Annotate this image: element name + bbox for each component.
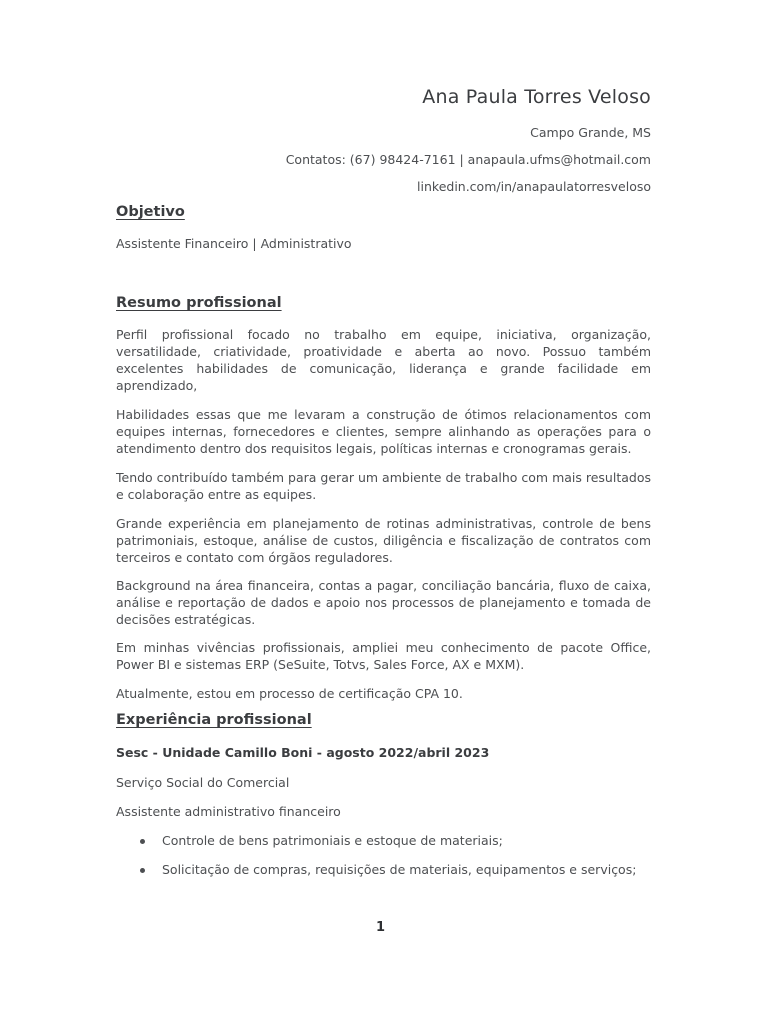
organization: Serviço Social do Comercial xyxy=(116,775,290,790)
role: Assistente administrativo financeiro xyxy=(116,804,341,819)
list-item xyxy=(116,861,651,878)
summary-paragraph: Grande experiência em planejamento de rotinas administrativas, controle de bens patrimoniais, estoque, análise de custos, diligência e fiscalização de contratos com terceiros e contato com órgãos reguladores. xyxy=(116,516,651,565)
summary-paragraph: Tendo contribuído também para gerar um ambiente de trabalho com mais resultados e colaboração entre as equipes. xyxy=(116,470,651,502)
summary-paragraph: Habilidades essas que me levaram a construção de ótimos relacionamentos com equipes internas, fornecedores e clientes, sempre alinhando as operações para o atendimento dentro dos requisitos legais, políticas internas e cronogramas gerais. xyxy=(116,407,651,456)
bullet-icon xyxy=(140,868,145,873)
contacts: Contatos: (67) 98424-7161 | anapaula.ufms@hotmail.com xyxy=(285,152,651,167)
objective-text: Assistente Financeiro | Administrativo xyxy=(116,236,352,251)
list-item-text: Controle de bens patrimoniais e estoque de materiais; xyxy=(162,833,503,848)
linkedin: linkedin.com/in/anapaulatorresveloso xyxy=(417,179,651,194)
page-number: 1 xyxy=(376,920,386,935)
list-item xyxy=(116,832,651,849)
summary-heading: Resumo profissional xyxy=(116,295,282,311)
summary-paragraph: Atualmente, estou em processo de certificação CPA 10. xyxy=(116,686,463,701)
location: Campo Grande, MS xyxy=(530,125,651,140)
resume-page xyxy=(116,0,651,1024)
job-title: Sesc - Unidade Camillo Boni - agosto 2022/abril 2023 xyxy=(116,745,490,760)
bullet-icon xyxy=(140,839,145,844)
summary-paragraph: Perfil profissional focado no trabalho em equipe, iniciativa, organização, versatilidade, criatividade, proatividade e aberta ao novo. Possuo também excelentes habilidades de comunicação, liderança e grande facilidade em aprendizado, xyxy=(116,327,651,393)
experience-heading: Experiência profissional xyxy=(116,712,312,728)
responsibilities-list xyxy=(116,832,651,888)
list-item-text: Solicitação de compras, requisições de materiais, equipamentos e serviços; xyxy=(162,862,637,877)
candidate-name: Ana Paula Torres Veloso xyxy=(422,86,651,108)
summary-paragraph: Background na área financeira, contas a pagar, conciliação bancária, fluxo de caixa, análise e reportação de dados e apoio nos processos de planejamento e tomada de decisões estratégicas. xyxy=(116,578,651,627)
summary-paragraph: Em minhas vivências profissionais, ampliei meu conhecimento de pacote Office, Power BI e sistemas ERP (SeSuite, Totvs, Sales Force, AX e MXM). xyxy=(116,640,651,672)
objective-heading: Objetivo xyxy=(116,204,185,220)
